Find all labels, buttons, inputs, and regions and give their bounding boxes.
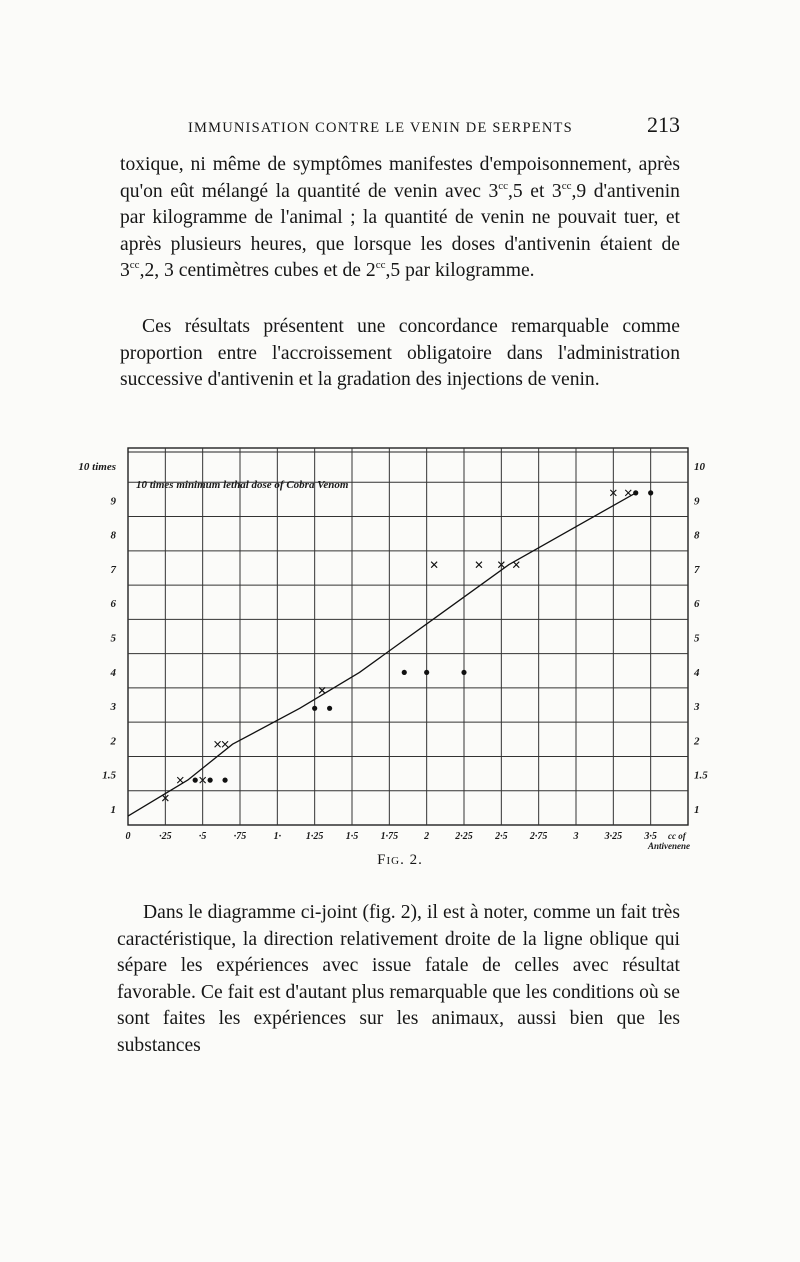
y-tick-label-right: 1 bbox=[694, 803, 700, 816]
x-tick-label: 2 bbox=[424, 831, 430, 842]
x-tick-label: 0 bbox=[125, 831, 131, 842]
data-point-cross bbox=[177, 777, 183, 783]
x-tick-label: 3·5 bbox=[644, 831, 657, 842]
y-tick-label-left: 7 bbox=[110, 563, 116, 576]
page-header bbox=[120, 112, 680, 142]
figure-caption: Fig. 2. bbox=[377, 852, 423, 868]
figure-2-diagram bbox=[0, 440, 800, 851]
data-point-dot bbox=[312, 706, 317, 711]
y-tick-label-left: 3 bbox=[110, 701, 116, 714]
data-point-dot bbox=[222, 778, 227, 783]
x-tick-label: 2·5 bbox=[495, 831, 508, 842]
x-tick-label: 2·75 bbox=[529, 831, 548, 842]
data-point-cross bbox=[513, 562, 519, 568]
y-tick-label-left: 6 bbox=[110, 598, 116, 611]
x-tick-label: ·75 bbox=[233, 831, 247, 842]
page-number: 213 bbox=[647, 112, 680, 137]
data-point-cross bbox=[215, 741, 221, 747]
y-tick-label-left: 8 bbox=[110, 529, 116, 542]
paragraph-2: Ces résultats présentent une concordance remarquable comme proportion entre l'accroissement obligatoire dans l'administration successive d'antivenin et la gradation des injections de venin. bbox=[120, 316, 680, 390]
data-point-dot bbox=[424, 670, 429, 675]
x-tick-label: ·5 bbox=[198, 831, 207, 842]
y-tick-label-right: 5 bbox=[694, 632, 700, 645]
y-tick-label-left: 10 times bbox=[78, 461, 116, 474]
y-tick-label-right: 6 bbox=[694, 598, 700, 611]
x-axis-label: Antivenene bbox=[648, 841, 690, 851]
running-head: IMMUNISATION CONTRE LE VENIN DE SERPENTS bbox=[188, 120, 573, 136]
chart-title: 10 times minimum lethal dose of Cobra Venom bbox=[136, 479, 349, 491]
y-tick-label-left: 2 bbox=[110, 735, 116, 748]
y-tick-label-right: 1.5 bbox=[694, 769, 708, 782]
y-tick-label-right: 9 bbox=[694, 495, 700, 508]
data-point-cross bbox=[431, 562, 437, 568]
paragraph-3: Dans le diagramme ci-joint (fig. 2), il est à noter, comme un fait très caractéristique, la direction relativement droite de la ligne oblique qui sépare les expériences avec issue fatale de celles avec résultat favorable. Ce fait est d'autant plus remarquable que les conditions où se sont faites les expériences sur les animaux, aussi bien que les substances bbox=[117, 902, 680, 1056]
y-tick-label-left: 4 bbox=[110, 666, 116, 679]
y-tick-label-left: 1.5 bbox=[102, 769, 116, 782]
data-point-dot bbox=[633, 490, 638, 495]
data-point-dot bbox=[402, 670, 407, 675]
x-tick-label: 1· bbox=[273, 831, 282, 842]
data-point-dot bbox=[648, 490, 653, 495]
x-tick-label: ·25 bbox=[159, 831, 172, 842]
x-tick-label: 3·25 bbox=[604, 831, 623, 842]
x-tick-label: 1·75 bbox=[380, 831, 399, 842]
x-unit-label: cc of bbox=[668, 831, 686, 841]
data-point-dot bbox=[208, 778, 213, 783]
y-tick-label-right: 10 bbox=[694, 461, 705, 474]
y-tick-label-right: 2 bbox=[694, 735, 700, 748]
y-tick-label-right: 4 bbox=[694, 666, 700, 679]
y-tick-label-left: 1 bbox=[110, 803, 116, 816]
data-point-dot bbox=[327, 706, 332, 711]
y-tick-label-right: 8 bbox=[694, 529, 700, 542]
x-tick-label: 3 bbox=[573, 831, 579, 842]
plot-frame bbox=[128, 448, 688, 825]
data-point-cross bbox=[222, 741, 228, 747]
data-point-dot bbox=[461, 670, 466, 675]
series-line bbox=[128, 493, 636, 816]
paragraph-1: toxique, ni même de symptômes manifestes d'empoisonnement, après qu'on eût mélangé la quantité de venin avec $3^{cc},5$ et $3^{cc},9$ d'antivenin par kilogramme de l'animal ; la quantité de venin ne pouvait tuer, et après plusieurs heures, que lorsque les doses d'antivenin étaient de $3^{cc},2$, 3 centimètres cubes et de $2^{cc},5$ par kilogramme. bbox=[120, 154, 680, 281]
y-tick-label-right: 7 bbox=[694, 563, 700, 576]
y-tick-label-left: 5 bbox=[110, 632, 116, 645]
data-point-cross bbox=[476, 562, 482, 568]
data-point-cross bbox=[625, 490, 631, 496]
data-point-dot bbox=[193, 778, 198, 783]
y-tick-label-right: 3 bbox=[694, 701, 700, 714]
x-tick-label: 2·25 bbox=[455, 831, 473, 842]
x-tick-label: 1·5 bbox=[345, 831, 359, 842]
x-tick-label: 1·25 bbox=[305, 831, 324, 842]
y-tick-label-left: 9 bbox=[110, 495, 116, 508]
